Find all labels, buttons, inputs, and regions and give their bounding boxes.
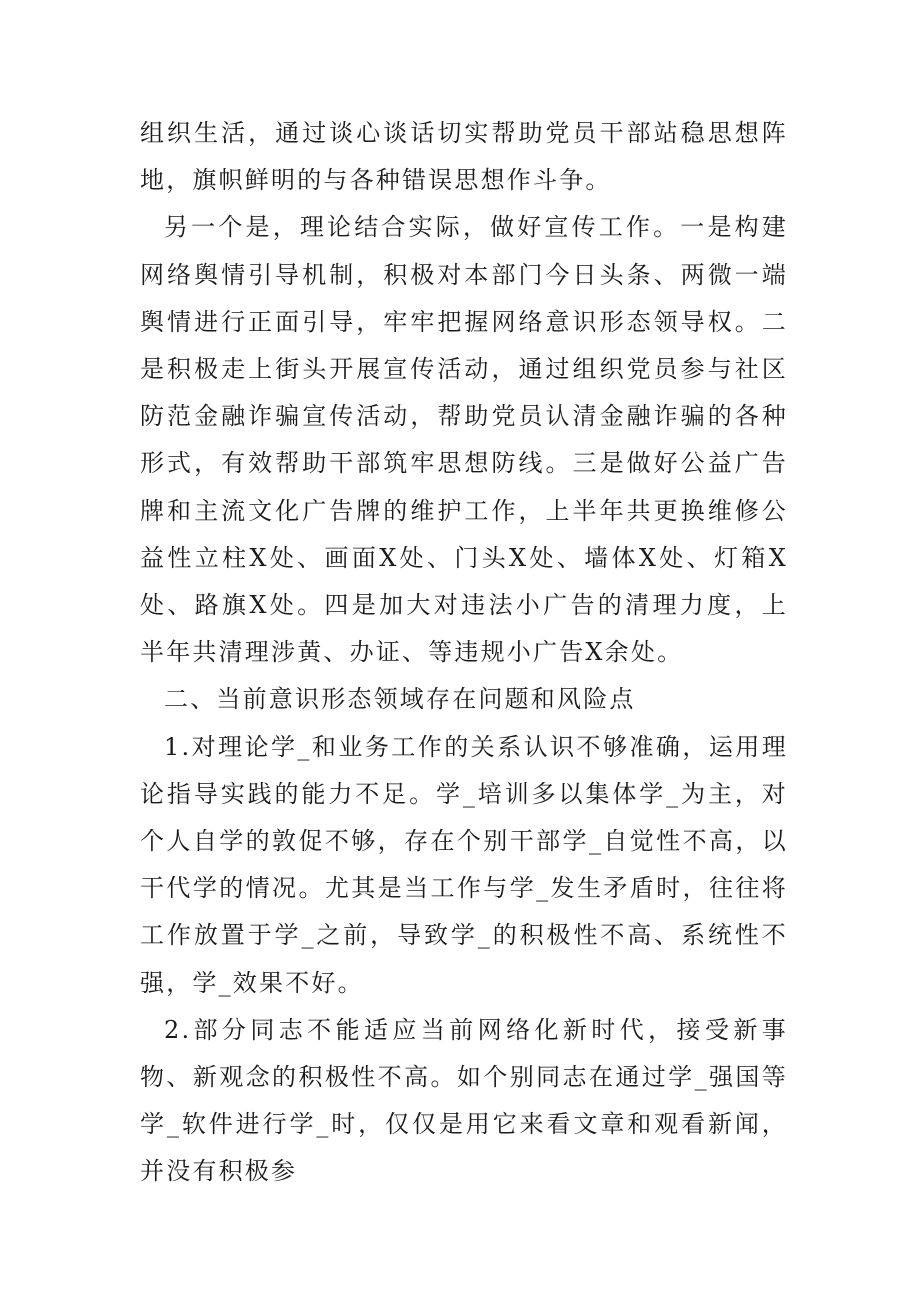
paragraph-problem-2: 2.部分同志不能适应当前网络化新时代，接受新事物、新观念的积极性不高。如个别同志在通过学_强国等学_软件进行学_时，仅仅是用它来看文章和观看新闻，并没有积极参 <box>140 1015 788 1186</box>
paragraph-publicity-work: 另一个是，理论结合实际，做好宣传工作。一是构建网络舆情引导机制，积极对本部门今日头条、两微一端舆情进行正面引导，牢牢把握网络意识形态领导权。二是积极走上街头开展宣传活动，通过组织党员参与社区防范金融诈骗宣传活动，帮助党员认清金融诈骗的各种形式，有效帮助干部筑牢思想防线。三是做好公益广告牌和主流文化广告牌的维护工作，上半年共更换维修公益性立柱X处、画面X处、门头X处、墙体X处、灯箱X处、路旗X处。四是加大对违法小广告的清理力度，上半年共清理涉黄、办证、等违规小广告X余处。 <box>140 213 788 667</box>
paragraph-continuation: 组织生活，通过谈心谈话切实帮助党员干部站稳思想阵地，旗帜鲜明的与各种错误思想作斗争。 <box>140 119 788 195</box>
paragraph-problem-1: 1.对理论学_和业务工作的关系认识不够准确，运用理论指导实践的能力不足。学_培训多以集体学_为主，对个人自学的敦促不够，存在个别干部学_自觉性不高，以干代学的情况。尤其是当工作与学_发生矛盾时，往往将工作放置于学_之前，导致学_的积极性不高、系统性不强，学_效果不好。 <box>140 732 788 997</box>
section-heading-problems: 二、当前意识形态领域存在问题和风险点 <box>164 685 636 714</box>
document-body <box>140 110 788 1196</box>
